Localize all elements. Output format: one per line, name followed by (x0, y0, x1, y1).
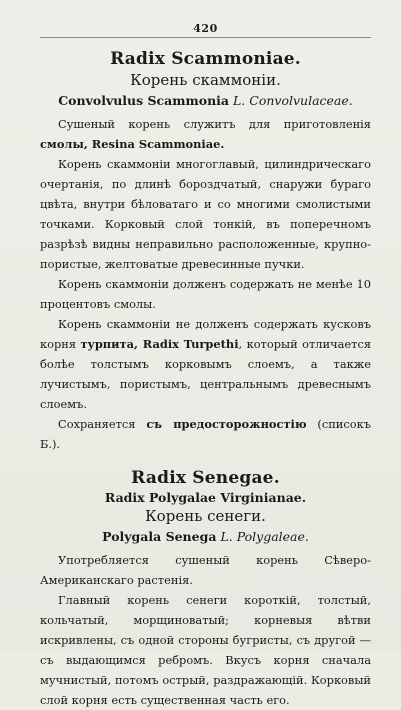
species-line-senegae (40, 529, 371, 544)
section-russian-title-scammoniae: Корень скаммонiи. (130, 71, 281, 89)
paragraph: Употребляется сушеный корень Сѣверо-Американскаго растенiя. (40, 553, 371, 587)
spacer (40, 454, 371, 460)
paragraph: Главный корень сенеги короткiй, толстый, кольчатый, морщиноватый; корневыя вѣтви искривлены, съ одной стороны бугристы, съ другой — съ выдающимся ребромъ. Вкусъ корня сначала мучнистый, потомъ острый, раздражающiй. Корковый слой корня есть существенная часть его. (40, 593, 371, 707)
bold-term: турпита, Radix Turpethi (80, 337, 239, 351)
section-subtitle-senegae: Radix Polygalae Virginianae. (104, 490, 307, 505)
paragraph (40, 414, 371, 454)
species-family: Polygaleae. (236, 529, 309, 544)
species-family: Convolvulaceae. (249, 93, 353, 108)
text: Корень скаммонiи не долженъ содержать кусковъ корня (40, 317, 371, 351)
species-name: Convolvulus Scammonia (58, 93, 229, 108)
text: Сохраняется (58, 417, 147, 431)
text: , который отличается болѣе толстымъ корковымъ слоемъ, а также лучистымъ, пористымъ, центральнымъ древеснымъ слоемъ. (40, 337, 372, 411)
species-author: L. (232, 93, 246, 108)
text: (списокъ Б.). (40, 417, 371, 451)
section-title-senegae: Radix Senegae. (131, 468, 280, 488)
text: Сушеный корень служитъ для приготовленiя (58, 117, 371, 131)
header-rule (40, 37, 371, 38)
species-line-scammoniae (40, 93, 371, 108)
bold-term: смолы, Resina Scammoniae. (40, 137, 225, 151)
paragraph (40, 114, 371, 154)
bold-term: съ предосторожностiю (146, 417, 307, 431)
page-number: 420 (193, 22, 218, 35)
species-name: Polygala Senega (102, 529, 217, 544)
paragraph: Корень скаммонiи долженъ содержать не менѣе 10 процентовъ смолы. (40, 277, 371, 311)
section-title-scammoniae: Radix Scammoniae. (110, 49, 301, 69)
species-author: L. (220, 529, 233, 544)
paragraph (40, 314, 371, 414)
section-russian-title-senegae: Корень сенеги. (145, 507, 266, 525)
paragraph: Корень скаммонiи многоглавый, цилиндрическаго очертанiя, по длинѣ бороздчатый, снаружи бураго цвѣта, внутри бѣловатаго и со многими смолистыми точками. Корковый слой тонкiй, въ поперечномъ разрѣзѣ видны неправильно расположенные, крупно-пористые, желтоватые древесинные пучки. (40, 157, 371, 271)
